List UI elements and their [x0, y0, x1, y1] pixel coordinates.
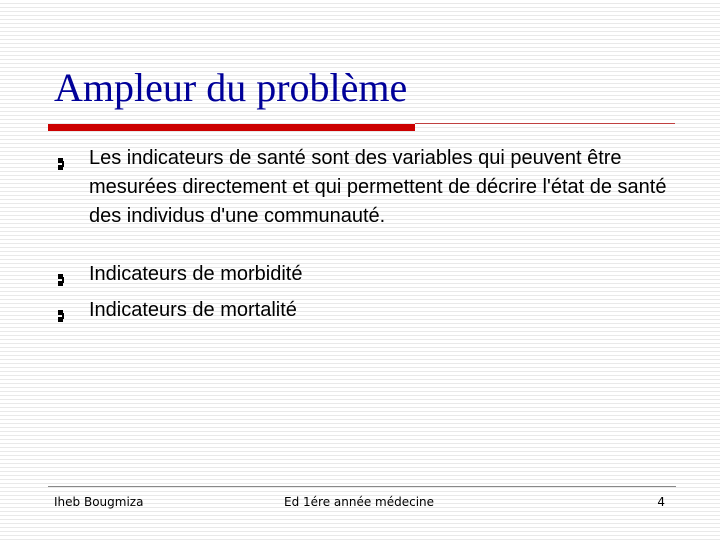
square-bullet-icon: [56, 151, 68, 180]
bullet-text: Indicateurs de mortalité: [89, 299, 297, 321]
bullet-text: Les indicateurs de santé sont des variables qui peuvent être mesurées directement et qui permettent de décrire l'état de santé des individus d'une communauté.: [89, 147, 667, 227]
footer-divider: [48, 486, 676, 487]
bullet-list: [56, 144, 676, 332]
title-underline-accent: [48, 124, 415, 131]
bullet-item-mortality: [56, 296, 676, 332]
bullet-text: Indicateurs de morbidité: [89, 263, 303, 285]
footer-author: Iheb Bougmiza: [54, 495, 144, 509]
square-bullet-icon: [56, 303, 68, 332]
bullet-item-morbidity: [56, 260, 676, 296]
footer-course: Ed 1ére année médecine: [284, 495, 435, 509]
bullet-item-definition: [56, 144, 676, 231]
page-number: 4: [657, 495, 665, 509]
slide-title: Ampleur du problème: [54, 65, 408, 110]
title-underline-line: [415, 123, 675, 124]
square-bullet-icon: [56, 267, 68, 296]
